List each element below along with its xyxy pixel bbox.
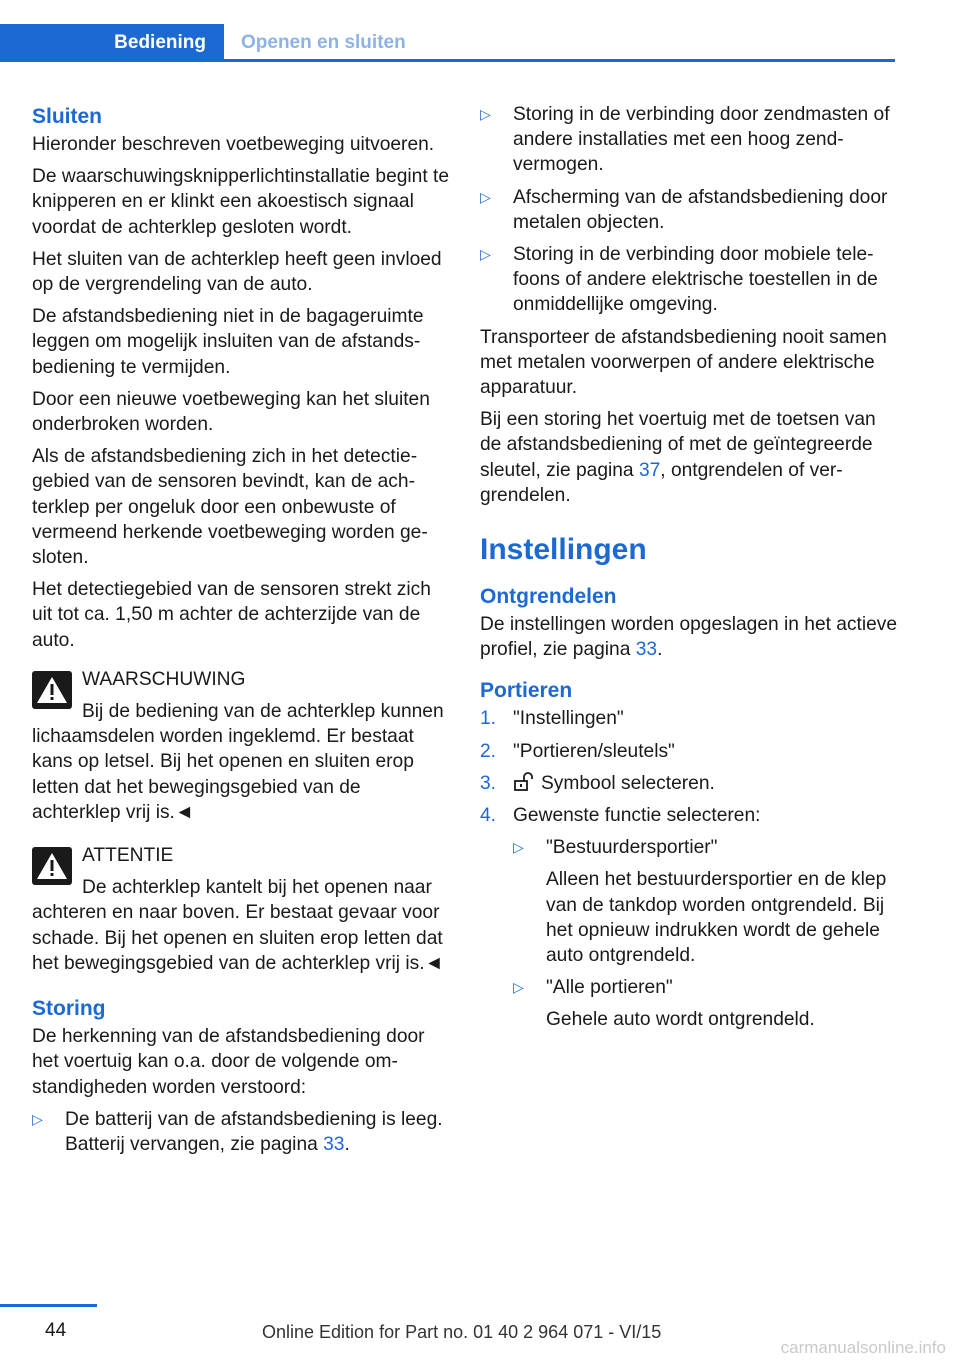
page-number: 44 bbox=[45, 1320, 67, 1341]
triangle-right-icon: ▷ bbox=[480, 246, 491, 263]
list-item bbox=[513, 835, 898, 968]
page-header bbox=[0, 24, 895, 62]
list-item bbox=[480, 739, 898, 764]
sub-bullet-list bbox=[513, 835, 898, 1032]
paragraph: Het detectiegebied van de sensoren strekt zich uit tot ca. 1,50 m achter de achterzijde van de auto. bbox=[32, 579, 431, 651]
right-column bbox=[480, 102, 898, 1040]
tab-bediening[interactable]: Bediening bbox=[0, 24, 224, 62]
list-item-text: Afscherming van de afstandsbediening door metalen objecten. bbox=[513, 186, 888, 233]
step-text: "Portieren/sleutels" bbox=[513, 740, 675, 762]
attention-title: ATTENTIE bbox=[82, 845, 174, 867]
triangle-right-icon: ▷ bbox=[513, 979, 524, 996]
page-link[interactable]: 33 bbox=[323, 1133, 345, 1155]
unlock-icon bbox=[513, 772, 535, 792]
numbered-list bbox=[480, 706, 898, 1032]
list-item bbox=[32, 1107, 450, 1157]
step-number: 2. bbox=[480, 740, 497, 762]
paragraph: De afstandsbediening niet in de bagageruimte leggen om mogelijk insluiten van de afstandsbediening te vermijden. bbox=[32, 306, 424, 378]
option-description: Alleen het bestuurdersportier en de klep van de tankdop worden ontgrendeld. Bij het opnieuw indrukken wordt de gehele auto ontgrendeld. bbox=[546, 869, 887, 967]
option-label: "Bestuurdersportier" bbox=[546, 837, 718, 859]
paragraph bbox=[480, 407, 898, 508]
paragraph-text: , ontgrendelen of vergrendelen. bbox=[480, 459, 843, 506]
paragraph: Als de afstandsbediening zich in het detectiegebied van de sensoren bevindt, kan de achterklep per ongeluk door een onbewuste of vermeend herkende voetbeweging worden gesloten. bbox=[32, 446, 428, 569]
bullet-list bbox=[32, 1107, 450, 1157]
step-text: Gewenste functie selecteren: bbox=[513, 805, 761, 827]
left-column bbox=[32, 102, 450, 1164]
triangle-right-icon: ▷ bbox=[32, 1110, 43, 1127]
footer-rule bbox=[0, 1304, 97, 1307]
paragraph: Het sluiten van de achterklep heeft geen invloed op de vergrendeling van de auto. bbox=[32, 248, 442, 296]
heading-portieren: Portieren bbox=[480, 679, 573, 703]
paragraph-text: De instellingen worden opgeslagen in het actieve profiel, zie pagina bbox=[480, 614, 898, 661]
step-text: Symbool selecteren. bbox=[541, 772, 715, 794]
tab-openen-en-sluiten[interactable]: Openen en sluiten bbox=[241, 32, 406, 53]
list-item bbox=[480, 185, 898, 235]
triangle-right-icon: ▷ bbox=[480, 188, 491, 205]
list-item-text: Storing in de verbinding door zendmasten of andere installaties met een hoog zendvermogen. bbox=[513, 104, 890, 176]
list-item-text: Storing in de verbinding door mobiele telefoons of andere elektrische toestellen in de onmiddellijke omgeving. bbox=[513, 244, 878, 316]
page-link[interactable]: 37 bbox=[638, 459, 661, 481]
list-item bbox=[480, 102, 898, 178]
triangle-right-icon: ▷ bbox=[513, 839, 524, 856]
list-item bbox=[513, 975, 898, 1032]
list-item bbox=[480, 803, 898, 1033]
list-item bbox=[480, 242, 898, 318]
warning-triangle-icon bbox=[32, 847, 72, 885]
step-number: 4. bbox=[480, 805, 497, 827]
paragraph: Transporteer de afstandsbediening nooit samen met metalen voorwerpen of andere elektrische apparatuur. bbox=[480, 326, 887, 399]
paragraph-text: . bbox=[657, 639, 663, 661]
attention-box bbox=[32, 843, 450, 976]
list-item-text: . bbox=[344, 1133, 350, 1155]
heading-storing: Storing bbox=[32, 997, 106, 1021]
edition-info: Online Edition for Part no. 01 40 2 964 071 - VI/15 bbox=[262, 1322, 662, 1342]
heading-instellingen: Instellingen bbox=[480, 533, 647, 567]
step-number: 3. bbox=[480, 772, 497, 794]
paragraph bbox=[480, 612, 898, 662]
bullet-list bbox=[480, 102, 898, 318]
heading-ontgrendelen: Ontgrendelen bbox=[480, 585, 617, 609]
warning-triangle-icon bbox=[32, 671, 72, 709]
warning-text: Bij de bediening van de achterklep kunnen lichaamsdelen worden ingeklemd. Er bestaat kans op letsel. Bij het openen en sluiten erop letten dat het bewegingsgebied van de achterklep vrij is.◄ bbox=[32, 701, 444, 823]
triangle-right-icon: ▷ bbox=[480, 106, 491, 122]
list-item bbox=[480, 706, 898, 731]
paragraph: Door een nieuwe voetbeweging kan het sluiten onderbroken worden. bbox=[32, 388, 430, 436]
paragraph: Hieronder beschreven voetbeweging uitvoeren. bbox=[32, 134, 435, 155]
header-rule bbox=[0, 59, 895, 62]
attention-text: De achterklep kantelt bij het openen naar achteren en naar boven. Er bestaat gevaar voor schade. Bij het openen en sluiten erop letten dat het bewegingsgebied van de achterklep vrij is.◄ bbox=[32, 877, 444, 974]
heading-sluiten: Sluiten bbox=[32, 105, 103, 128]
warning-box bbox=[32, 667, 450, 825]
option-description: Gehele auto wordt ontgrendeld. bbox=[546, 1009, 815, 1031]
paragraph: De herkenning van de afstandsbediening door het voertuig kan o.a. door de volgende omstandigheden worden verstoord: bbox=[32, 1026, 425, 1098]
page-link[interactable]: 33 bbox=[635, 639, 658, 661]
list-item-text: De batterij van de afstandsbediening is leeg. Batterij vervangen, zie pagina bbox=[65, 1108, 443, 1155]
paragraph: De waarschuwingsknipperlichtinstallatie begint te knipperen en er klinkt een akoestisch signaal voordat de achterklep gesloten wordt. bbox=[32, 166, 450, 238]
warning-title: WAARSCHUWING bbox=[82, 668, 246, 690]
paragraph-text: Bij een storing het voertuig met de toetsen van de afstandsbediening of met de geïntegreerde sleutel, zie pagina bbox=[480, 409, 876, 481]
watermark: carmanualsonline.info bbox=[780, 1338, 946, 1357]
list-item bbox=[480, 771, 898, 796]
option-label: "Alle portieren" bbox=[546, 977, 673, 999]
step-text: "Instellingen" bbox=[513, 708, 624, 730]
step-number: 1. bbox=[480, 708, 497, 730]
